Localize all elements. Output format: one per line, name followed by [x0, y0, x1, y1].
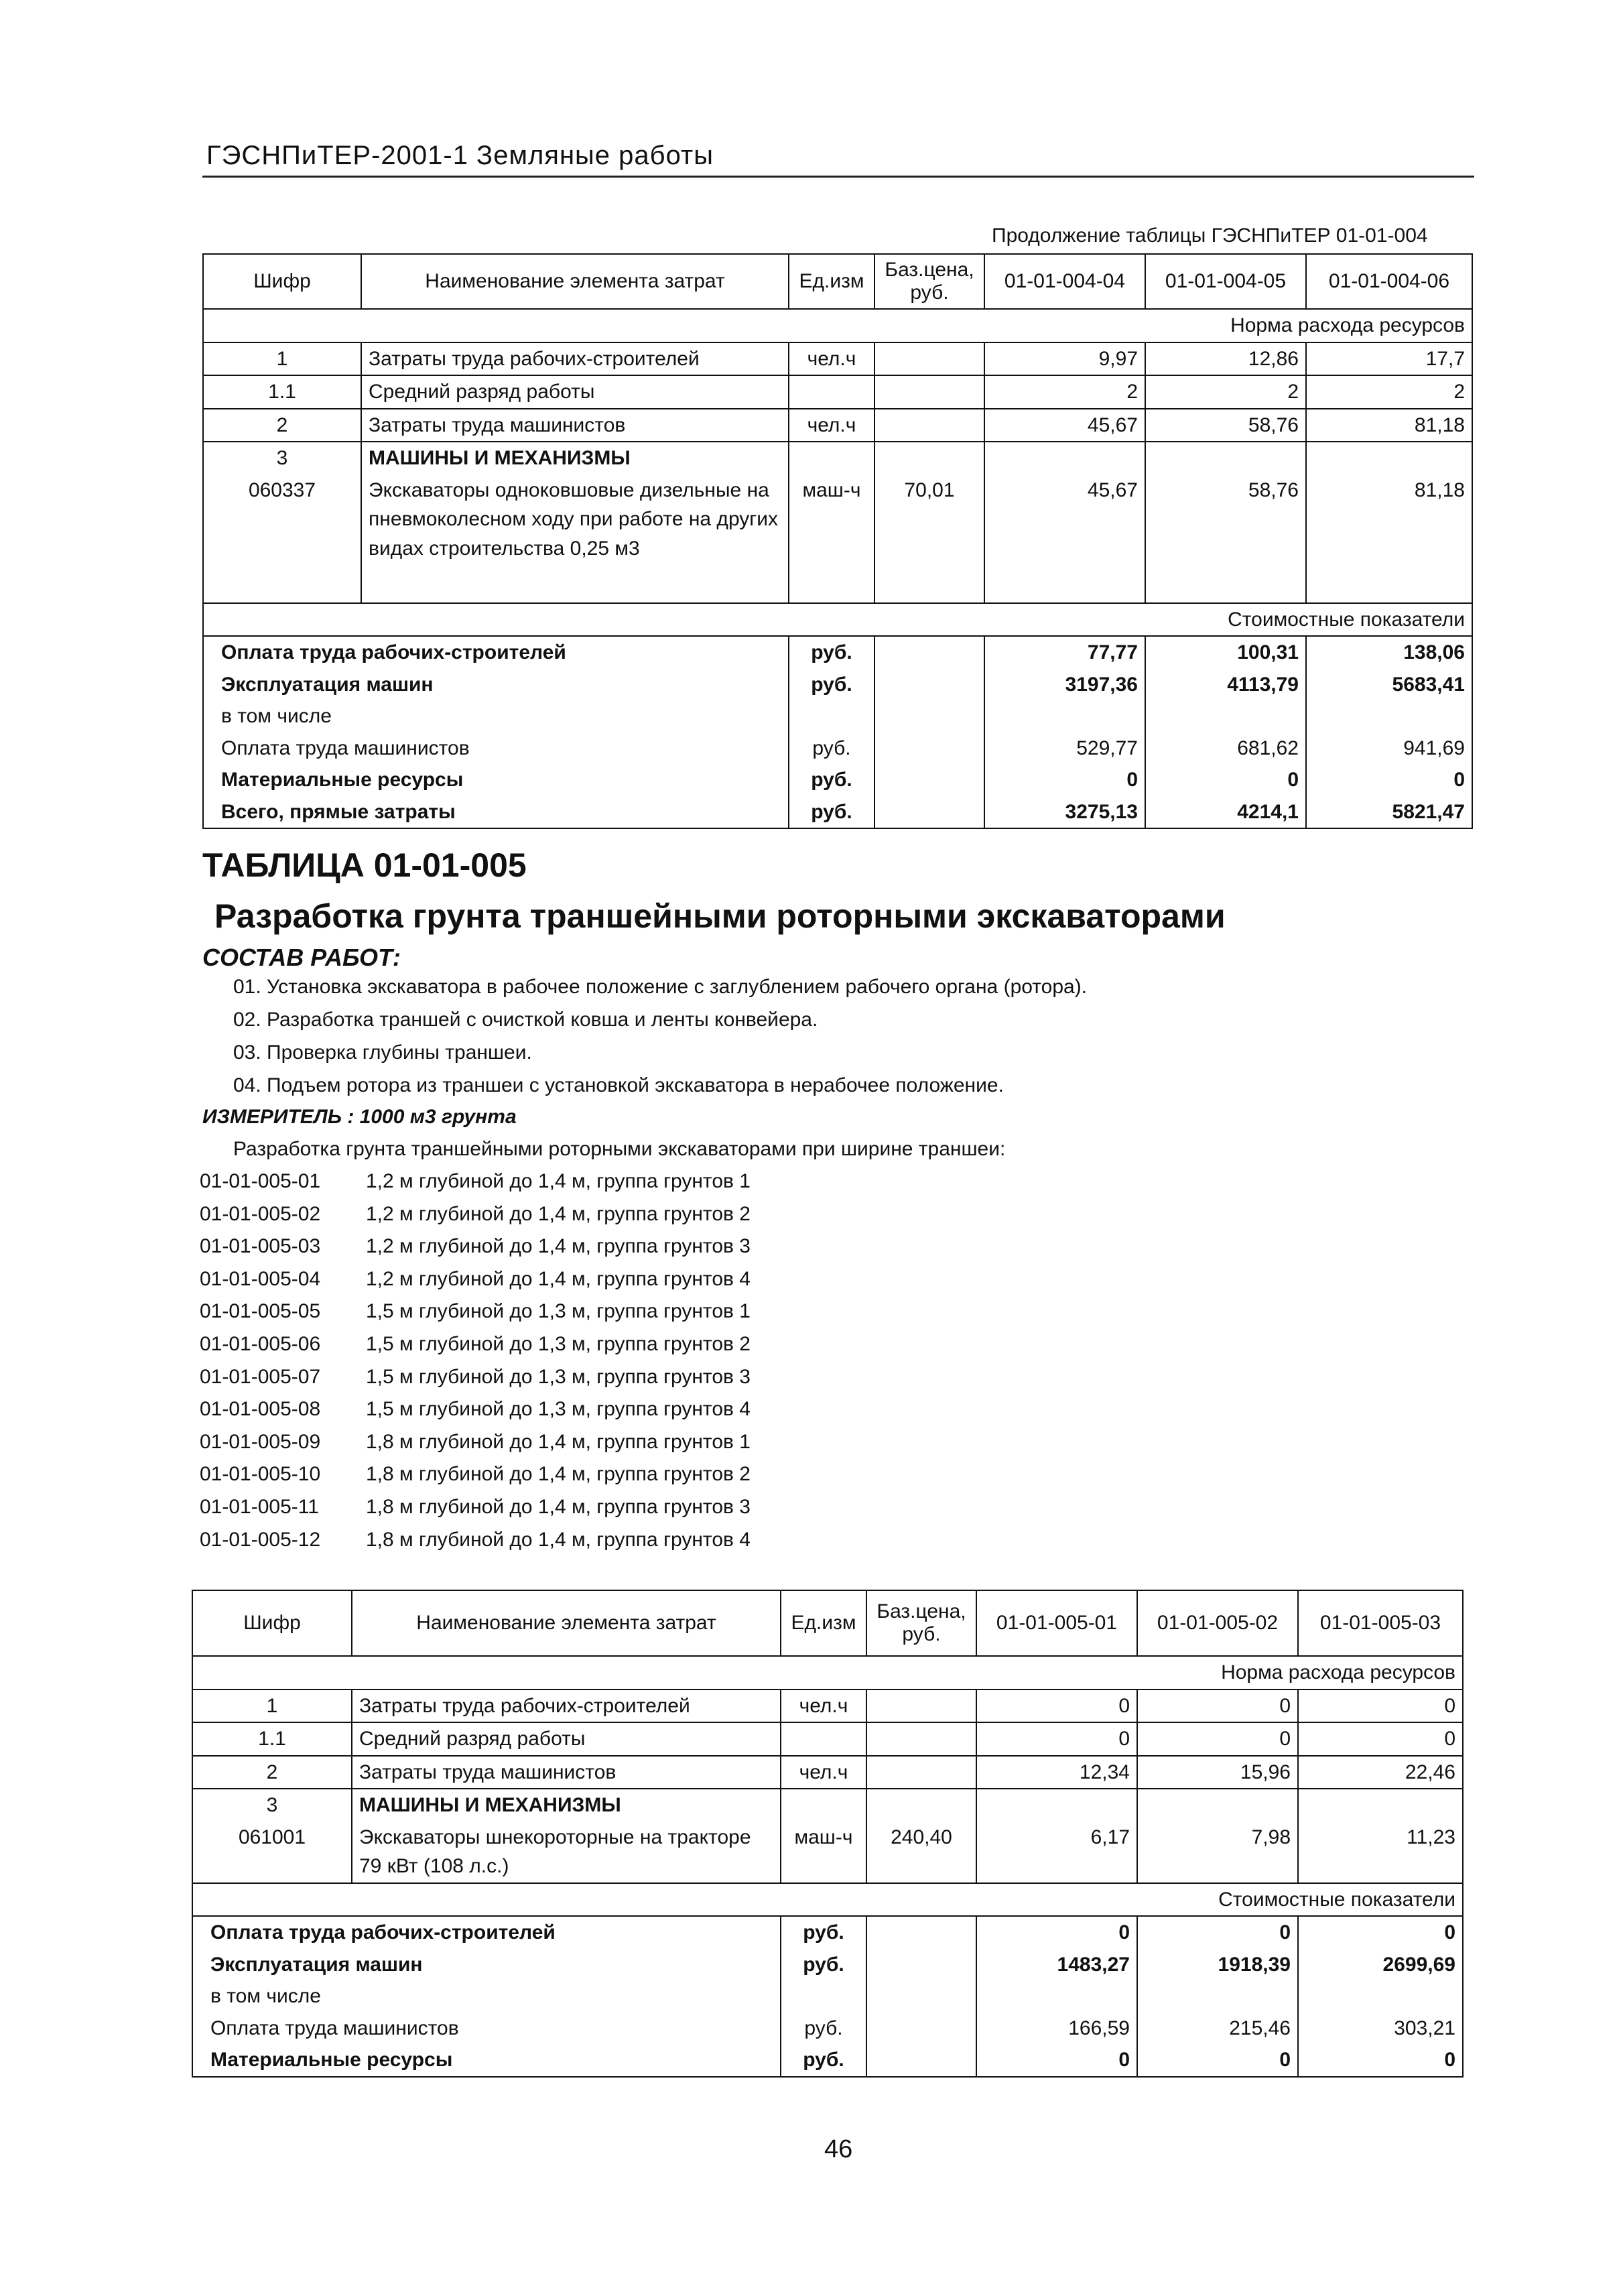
col-header-variant-1: 01-01-004-04: [984, 254, 1145, 309]
table-row: [192, 1756, 1463, 1789]
row-code: 1.1: [203, 375, 361, 409]
table-header-row: [203, 254, 1472, 309]
cost-row-unit: руб.: [789, 669, 874, 701]
cost-row: [192, 1949, 1463, 1981]
work-item: 01. Установка экскаватора в рабочее положение с заглублением рабочего органа (ротора).: [233, 976, 1088, 998]
table-subtitle: Разработка грунта траншейными роторными экскаваторами: [214, 897, 1226, 935]
section-title: МАШИНЫ И МЕХАНИЗМЫ: [352, 1789, 781, 1822]
cost-row-value-1: 77,77: [984, 636, 1145, 669]
row-price: [874, 342, 984, 376]
col-header-name: Наименование элемента затрат: [361, 254, 789, 309]
norm-rows: [192, 1689, 1463, 1789]
cost-row-value-2: 4214,1: [1145, 796, 1306, 829]
cost-row-value-2: 0: [1137, 1916, 1298, 1949]
cost-row-name: Оплата труда рабочих-строителей: [203, 636, 789, 669]
cost-label: Стоимостные показатели: [203, 603, 1472, 637]
work-item: 02. Разработка траншей с очисткой ковша и ленты конвейера.: [233, 1009, 818, 1031]
cost-row-name: Оплата труда машинистов: [203, 732, 789, 765]
code-description: 1,8 м глубиной до 1,4 м, группа грунтов 4: [366, 1528, 751, 1551]
section-code: 3: [203, 442, 361, 474]
row-name: Средний разряд работы: [352, 1722, 781, 1756]
code-description: 1,5 м глубиной до 1,3 м, группа грунтов 2: [366, 1333, 751, 1355]
cost-row: [192, 2013, 1463, 2045]
code-id: 01-01-005-02: [200, 1202, 321, 1225]
machine-name: Экскаваторы одноковшовые дизельные на пневмоколесном ходу при работе на других видах строительства 0,25 м3: [361, 474, 789, 603]
table-continuation-caption: Продолжение таблицы ГЭСНПиТЕР 01-01-004: [992, 225, 1428, 247]
row-price: [874, 409, 984, 442]
row-price: [866, 1689, 976, 1723]
row-value-2: 15,96: [1137, 1756, 1298, 1789]
row-code: 1.1: [192, 1722, 352, 1756]
table-row: [203, 409, 1472, 442]
row-value-1: 0: [976, 1689, 1137, 1723]
row-unit: чел.ч: [789, 409, 874, 442]
code-id: 01-01-005-04: [200, 1267, 321, 1290]
norm-label-row: [192, 1656, 1463, 1689]
row-value-2: 0: [1137, 1689, 1298, 1723]
cost-row-name: в том числе: [192, 1980, 781, 2013]
cost-row: [203, 669, 1472, 701]
row-name: Затраты труда машинистов: [352, 1756, 781, 1789]
code-id: 01-01-005-07: [200, 1365, 321, 1388]
code-row: [200, 1366, 751, 1389]
code-description: 1,8 м глубиной до 1,4 м, группа грунтов 2: [366, 1463, 751, 1486]
code-row: [200, 1398, 751, 1421]
cost-row-value-1: 0: [976, 2044, 1137, 2077]
cost-row-value-1: [976, 1980, 1137, 2013]
cost-row-value-3: 0: [1298, 1916, 1463, 1949]
cost-row-name: Материальные ресурсы: [203, 764, 789, 796]
code-description: 1,5 м глубиной до 1,3 м, группа грунтов 4: [366, 1398, 751, 1421]
code-description: 1,2 м глубиной до 1,4 м, группа грунтов 3: [366, 1235, 751, 1258]
resource-table-01-01-004: [202, 253, 1473, 829]
col-header-variant-1: 01-01-005-01: [976, 1590, 1137, 1656]
row-value-3: 22,46: [1298, 1756, 1463, 1789]
cost-row: [203, 636, 1472, 669]
row-value-2: 58,76: [1145, 409, 1306, 442]
machine-value-1: 6,17: [976, 1822, 1137, 1883]
cost-row-name: Эксплуатация машин: [203, 669, 789, 701]
col-header-variant-2: 01-01-004-05: [1145, 254, 1306, 309]
row-name: Средний разряд работы: [361, 375, 789, 409]
code-row: [200, 1529, 751, 1551]
row-name: Затраты труда машинистов: [361, 409, 789, 442]
row-unit: [781, 1722, 866, 1756]
row-value-3: 81,18: [1306, 409, 1472, 442]
col-header-unit: Ед.изм: [781, 1590, 866, 1656]
cost-row: [192, 1980, 1463, 2013]
row-value-1: 12,34: [976, 1756, 1137, 1789]
work-item: 03. Проверка глубины траншеи.: [233, 1041, 532, 1064]
page-number: 46: [824, 2135, 853, 2163]
machine-row: [203, 474, 1472, 603]
cost-row-value-1: 0: [984, 764, 1145, 796]
norm-label: Норма расхода ресурсов: [203, 309, 1472, 342]
section-row-machines: [203, 442, 1472, 474]
code-id: 01-01-005-03: [200, 1235, 321, 1258]
section-code: 3: [192, 1789, 352, 1822]
cost-row-value-3: 2699,69: [1298, 1949, 1463, 1981]
table-row: [203, 375, 1472, 409]
code-id: 01-01-005-09: [200, 1430, 321, 1453]
cost-row-name: Материальные ресурсы: [192, 2044, 781, 2077]
row-unit: чел.ч: [781, 1756, 866, 1789]
cost-row-unit: руб.: [781, 2013, 866, 2045]
cost-label: Стоимостные показатели: [192, 1883, 1463, 1917]
code-description: 1,2 м глубиной до 1,4 м, группа грунтов 1: [366, 1170, 751, 1192]
cost-row-value-3: 0: [1298, 2044, 1463, 2077]
col-header-code: Шифр: [203, 254, 361, 309]
col-header-code: Шифр: [192, 1590, 352, 1656]
cost-row-unit: руб.: [789, 732, 874, 765]
row-value-1: 9,97: [984, 342, 1145, 376]
codes-intro: Разработка грунта траншейными роторными экскаваторами при ширине траншеи:: [233, 1138, 1006, 1160]
code-description: 1,2 м глубиной до 1,4 м, группа грунтов 4: [366, 1267, 751, 1290]
row-price: [866, 1722, 976, 1756]
cost-row-unit: [781, 1980, 866, 2013]
machine-price: 240,40: [866, 1822, 976, 1883]
cost-row: [192, 1916, 1463, 1949]
row-code: 2: [203, 409, 361, 442]
col-header-price: Баз.цена, руб.: [866, 1590, 976, 1656]
cost-row-value-3: [1298, 1980, 1463, 2013]
cost-row-value-1: 0: [976, 1916, 1137, 1949]
code-row: [200, 1431, 751, 1454]
machine-value-3: 11,23: [1298, 1822, 1463, 1883]
machine-unit: маш-ч: [781, 1822, 866, 1883]
table-row: [192, 1722, 1463, 1756]
table-title: ТАБЛИЦА 01-01-005: [202, 846, 527, 884]
cost-row-value-3: 138,06: [1306, 636, 1472, 669]
col-header-unit: Ед.изм: [789, 254, 874, 309]
norm-label-row: [203, 309, 1472, 342]
row-price: [866, 1756, 976, 1789]
cost-row-name: Оплата труда машинистов: [192, 2013, 781, 2045]
cost-row-unit: [789, 700, 874, 732]
cost-row-value-3: 0: [1306, 764, 1472, 796]
row-name: Затраты труда рабочих-строителей: [361, 342, 789, 376]
cost-row: [203, 796, 1472, 829]
section-title: МАШИНЫ И МЕХАНИЗМЫ: [361, 442, 789, 474]
machine-value-1: 45,67: [984, 474, 1145, 603]
col-header-variant-3: 01-01-005-03: [1298, 1590, 1463, 1656]
section-row-machines: [192, 1789, 1463, 1822]
code-row: [200, 1203, 751, 1226]
cost-row-unit: руб.: [789, 764, 874, 796]
work-item: 04. Подъем ротора из траншеи с установкой экскаватора в нерабочее положение.: [233, 1074, 1004, 1096]
col-header-variant-3: 01-01-004-06: [1306, 254, 1472, 309]
code-id: 01-01-005-05: [200, 1300, 321, 1323]
table-header-row: [192, 1590, 1463, 1656]
cost-row-value-3: 5821,47: [1306, 796, 1472, 829]
row-unit: [789, 375, 874, 409]
cost-row-value-1: 1483,27: [976, 1949, 1137, 1981]
row-unit: чел.ч: [789, 342, 874, 376]
machine-value-3: 81,18: [1306, 474, 1472, 603]
col-header-name: Наименование элемента затрат: [352, 1590, 781, 1656]
code-id: 01-01-005-11: [200, 1496, 319, 1518]
code-id: 01-01-005-08: [200, 1398, 321, 1421]
code-description: 1,2 м глубиной до 1,4 м, группа грунтов 2: [366, 1202, 751, 1225]
code-row: [200, 1300, 751, 1323]
row-code: 1: [203, 342, 361, 376]
cost-row-name: Оплата труда рабочих-строителей: [192, 1916, 781, 1949]
code-description: 1,8 м глубиной до 1,4 м, группа грунтов 1: [366, 1430, 751, 1453]
cost-row: [203, 764, 1472, 796]
machine-price: 70,01: [874, 474, 984, 603]
row-name: Затраты труда рабочих-строителей: [352, 1689, 781, 1723]
cost-row-value-2: 681,62: [1145, 732, 1306, 765]
row-value-1: 2: [984, 375, 1145, 409]
cost-row-value-2: [1137, 1980, 1298, 2013]
cost-row-value-1: 3275,13: [984, 796, 1145, 829]
machine-code: 060337: [203, 474, 361, 603]
cost-label-row: [192, 1883, 1463, 1917]
table-row: [203, 342, 1472, 376]
header-rule: [202, 176, 1474, 178]
document-header: ГЭСНПиТЕР-2001-1 Земляные работы: [206, 141, 714, 170]
row-code: 2: [192, 1756, 352, 1789]
cost-row-value-2: 1918,39: [1137, 1949, 1298, 1981]
code-description: 1,5 м глубиной до 1,3 м, группа грунтов 3: [366, 1365, 751, 1388]
cost-row-value-1: 166,59: [976, 2013, 1137, 2045]
code-row: [200, 1268, 751, 1291]
cost-row-unit: руб.: [789, 796, 874, 829]
machine-unit: маш-ч: [789, 474, 874, 603]
cost-row-value-2: 0: [1145, 764, 1306, 796]
code-description: 1,5 м глубиной до 1,3 м, группа грунтов 1: [366, 1300, 751, 1323]
cost-row-value-3: 303,21: [1298, 2013, 1463, 2045]
row-value-1: 0: [976, 1722, 1137, 1756]
cost-row-value-2: 215,46: [1137, 2013, 1298, 2045]
code-id: 01-01-005-10: [200, 1463, 321, 1486]
code-row: [200, 1235, 751, 1258]
measure-unit: ИЗМЕРИТЕЛЬ : 1000 м3 грунта: [202, 1106, 517, 1128]
code-row: [200, 1333, 751, 1356]
row-code: 1: [192, 1689, 352, 1723]
row-value-2: 0: [1137, 1722, 1298, 1756]
row-value-2: 2: [1145, 375, 1306, 409]
cost-row-unit: руб.: [781, 1916, 866, 1949]
row-value-3: 0: [1298, 1689, 1463, 1723]
machine-code: 061001: [192, 1822, 352, 1883]
cost-row-value-2: 100,31: [1145, 636, 1306, 669]
norm-label: Норма расхода ресурсов: [192, 1656, 1463, 1689]
cost-row-name: Всего, прямые затраты: [203, 796, 789, 829]
cost-row-value-3: 941,69: [1306, 732, 1472, 765]
cost-label-row: [203, 603, 1472, 637]
row-value-3: 0: [1298, 1722, 1463, 1756]
row-value-3: 17,7: [1306, 342, 1472, 376]
machine-value-2: 58,76: [1145, 474, 1306, 603]
cost-row-value-2: 0: [1137, 2044, 1298, 2077]
row-value-1: 45,67: [984, 409, 1145, 442]
code-id: 01-01-005-01: [200, 1170, 321, 1192]
resource-table-01-01-005: [192, 1590, 1464, 2078]
code-id: 01-01-005-12: [200, 1528, 321, 1551]
row-unit: чел.ч: [781, 1689, 866, 1723]
cost-row: [192, 2044, 1463, 2077]
col-header-price: Баз.цена, руб.: [874, 254, 984, 309]
row-price: [874, 375, 984, 409]
machine-value-2: 7,98: [1137, 1822, 1298, 1883]
row-value-3: 2: [1306, 375, 1472, 409]
cost-rows: [203, 636, 1472, 828]
cost-row: [203, 732, 1472, 765]
col-header-variant-2: 01-01-005-02: [1137, 1590, 1298, 1656]
cost-row-value-1: [984, 700, 1145, 732]
code-row: [200, 1463, 751, 1486]
machine-row: [192, 1822, 1463, 1883]
cost-row-name: в том числе: [203, 700, 789, 732]
cost-row-value-2: 4113,79: [1145, 669, 1306, 701]
cost-row-value-3: 5683,41: [1306, 669, 1472, 701]
works-label: СОСТАВ РАБОТ:: [202, 944, 401, 971]
cost-row-name: Эксплуатация машин: [192, 1949, 781, 1981]
cost-row: [203, 700, 1472, 732]
norm-rows: [203, 342, 1472, 442]
cost-row-value-3: [1306, 700, 1472, 732]
cost-row-unit: руб.: [781, 1949, 866, 1981]
cost-row-unit: руб.: [781, 2044, 866, 2077]
machine-name: Экскаваторы шнекороторные на тракторе 79 кВт (108 л.с.): [352, 1822, 781, 1883]
cost-rows: [192, 1916, 1463, 2077]
cost-row-value-1: 3197,36: [984, 669, 1145, 701]
row-value-2: 12,86: [1145, 342, 1306, 376]
cost-row-value-1: 529,77: [984, 732, 1145, 765]
code-description: 1,8 м глубиной до 1,4 м, группа грунтов 3: [366, 1496, 751, 1518]
table-row: [192, 1689, 1463, 1723]
cost-row-unit: руб.: [789, 636, 874, 669]
code-row: [200, 1170, 751, 1193]
code-row: [200, 1496, 751, 1519]
code-id: 01-01-005-06: [200, 1333, 321, 1355]
cost-row-value-2: [1145, 700, 1306, 732]
